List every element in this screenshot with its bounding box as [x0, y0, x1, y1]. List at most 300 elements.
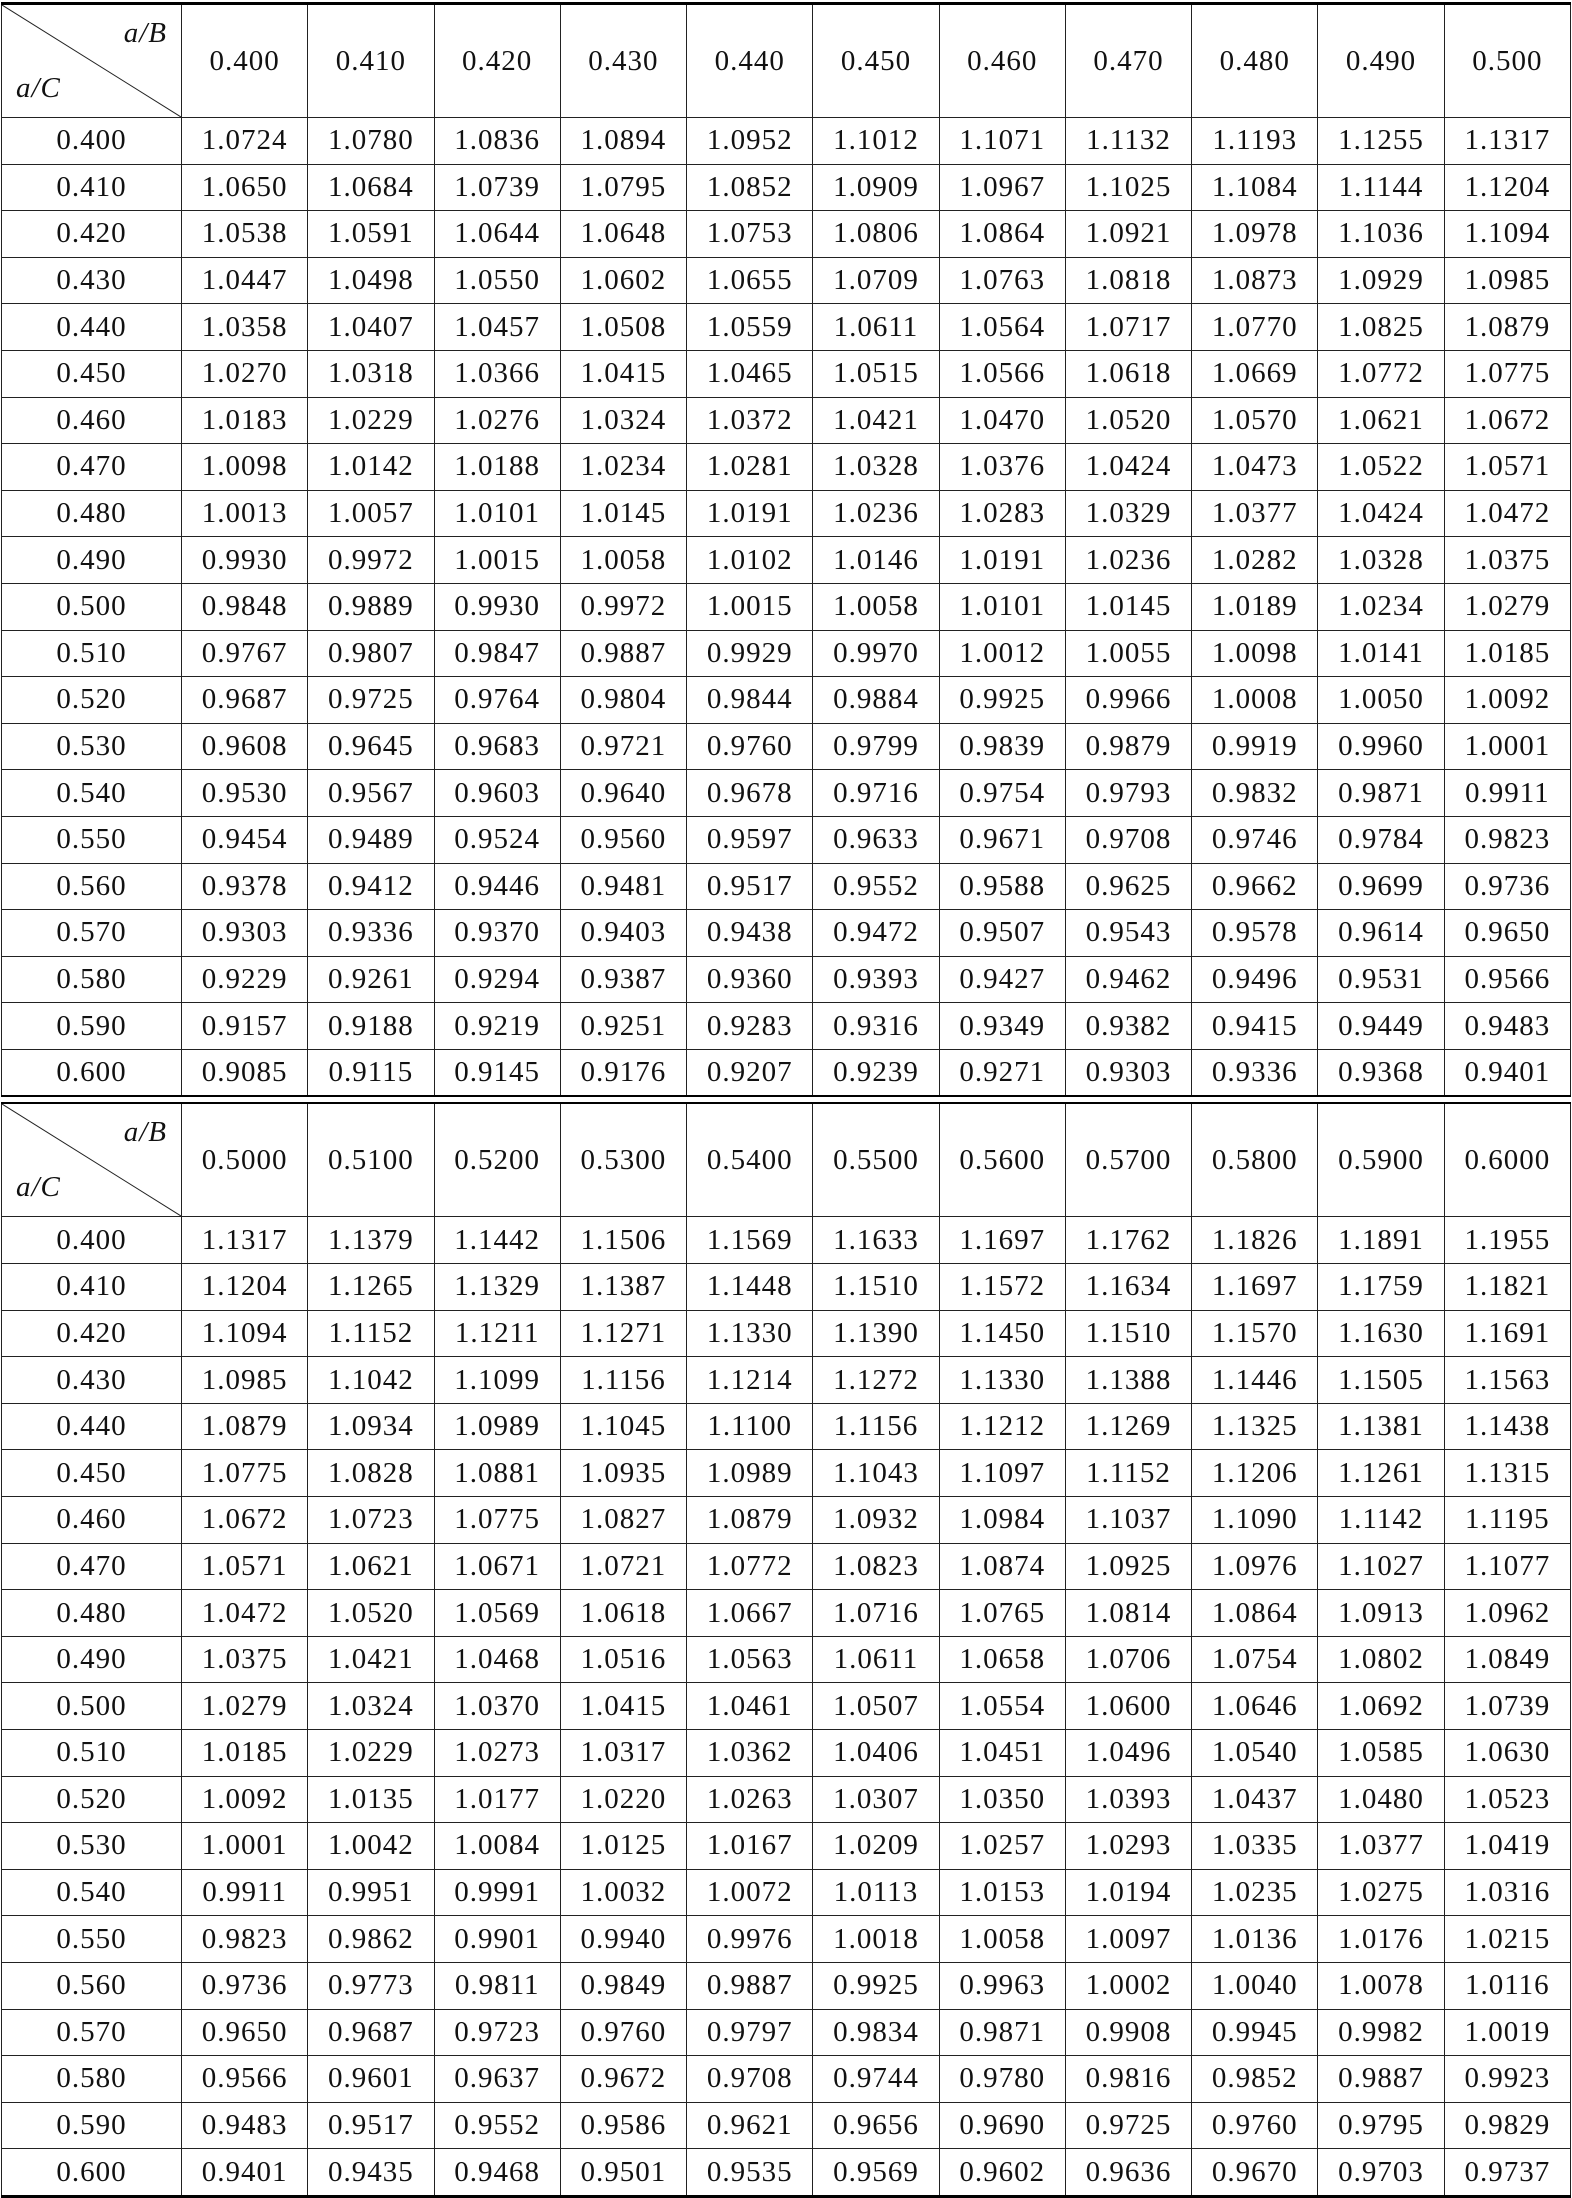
table-cell: 1.0753	[687, 211, 813, 258]
table-row	[2, 537, 1571, 584]
table-cell: 1.0215	[1444, 1916, 1570, 1963]
table-cell: 0.9847	[434, 630, 560, 677]
table-cell: 0.9773	[308, 1962, 434, 2009]
table-cell: 0.9871	[1318, 770, 1444, 817]
row-header: 0.460	[2, 1497, 182, 1544]
table-cell: 0.9687	[308, 2009, 434, 2056]
table-cell: 0.9449	[1318, 1003, 1444, 1050]
table-cell: 1.1094	[182, 1310, 308, 1357]
table-cell: 1.0721	[560, 1543, 686, 1590]
table-row	[2, 1776, 1571, 1823]
row-header: 0.570	[2, 2009, 182, 2056]
table-cell: 0.9930	[182, 537, 308, 584]
table-cell: 1.0318	[308, 350, 434, 397]
table-cell: 1.0550	[434, 257, 560, 304]
table-cell: 1.0984	[939, 1497, 1065, 1544]
table-cell: 0.9690	[939, 2102, 1065, 2149]
table-cell: 1.0098	[182, 444, 308, 491]
table-cell: 1.0571	[182, 1543, 308, 1590]
table-cell: 1.0282	[1192, 537, 1318, 584]
table-cell: 1.0324	[560, 397, 686, 444]
table-cell: 1.1037	[1065, 1497, 1191, 1544]
row-header: 0.580	[2, 956, 182, 1003]
row-header: 0.510	[2, 1730, 182, 1777]
table-cell: 1.0630	[1444, 1730, 1570, 1777]
table-cell: 0.9566	[182, 2056, 308, 2103]
table-cell: 1.0001	[1444, 723, 1570, 770]
table-cell: 1.0018	[813, 1916, 939, 1963]
table-cell: 1.1094	[1444, 211, 1570, 258]
table-cell: 1.0571	[1444, 444, 1570, 491]
table-cell: 0.9454	[182, 816, 308, 863]
column-header: 0.470	[1065, 4, 1191, 118]
table-cell: 1.1569	[687, 1217, 813, 1264]
table-cell: 0.9736	[182, 1962, 308, 2009]
table-cell: 0.9283	[687, 1003, 813, 1050]
table-cell: 1.1759	[1318, 1264, 1444, 1311]
table-cell: 1.1027	[1318, 1543, 1444, 1590]
table-row	[2, 1683, 1571, 1730]
table-cell: 1.0739	[1444, 1683, 1570, 1730]
table-cell: 1.0415	[560, 1683, 686, 1730]
table-cell: 1.0419	[1444, 1823, 1570, 1870]
row-header: 0.430	[2, 1357, 182, 1404]
table-cell: 1.0684	[308, 164, 434, 211]
table-cell: 1.1090	[1192, 1497, 1318, 1544]
table-cell: 1.1214	[687, 1357, 813, 1404]
table-cell: 0.9597	[687, 816, 813, 863]
row-header: 0.450	[2, 1450, 182, 1497]
table-cell: 1.0032	[560, 1869, 686, 1916]
table-cell: 0.9085	[182, 1049, 308, 1096]
table-cell: 1.0092	[1444, 677, 1570, 724]
table-cell: 0.9804	[560, 677, 686, 724]
table-cell: 1.0667	[687, 1590, 813, 1637]
table-cell: 0.9614	[1318, 910, 1444, 957]
table-cell: 0.9552	[813, 863, 939, 910]
table-cell: 1.1697	[1192, 1264, 1318, 1311]
table-cell: 0.9929	[687, 630, 813, 677]
column-header: 0.430	[560, 4, 686, 118]
table-cell: 1.0934	[308, 1403, 434, 1450]
table-cell: 0.9261	[308, 956, 434, 1003]
table-cell: 1.1448	[687, 1264, 813, 1311]
table-cell: 1.0772	[1318, 350, 1444, 397]
table-cell: 1.0191	[687, 490, 813, 537]
table-row	[2, 677, 1571, 724]
table-cell: 1.0468	[434, 1636, 560, 1683]
table-cell: 1.1132	[1065, 118, 1191, 165]
table-cell: 0.9401	[1444, 1049, 1570, 1096]
table-cell: 1.0328	[813, 444, 939, 491]
table-cell: 1.0763	[939, 257, 1065, 304]
table-cell: 0.9703	[1318, 2149, 1444, 2197]
table-cell: 1.0585	[1318, 1730, 1444, 1777]
table-cell: 1.0058	[939, 1916, 1065, 1963]
row-header: 0.440	[2, 304, 182, 351]
table-row	[2, 1264, 1571, 1311]
table-cell: 0.9370	[434, 910, 560, 957]
table-cell: 0.9746	[1192, 816, 1318, 863]
row-header: 0.490	[2, 537, 182, 584]
table-cell: 0.9889	[308, 583, 434, 630]
table-cell: 1.0328	[1318, 537, 1444, 584]
table-cell: 0.9601	[308, 2056, 434, 2103]
table-cell: 1.0692	[1318, 1683, 1444, 1730]
table-cell: 1.1510	[1065, 1310, 1191, 1357]
table-cell: 1.0472	[1444, 490, 1570, 537]
table-cell: 1.0283	[939, 490, 1065, 537]
table-cell: 1.0307	[813, 1776, 939, 1823]
table-cell: 1.0925	[1065, 1543, 1191, 1590]
table-cell: 1.0570	[1192, 397, 1318, 444]
column-axis-label: a/B	[123, 17, 167, 49]
table-cell: 0.9489	[308, 816, 434, 863]
table-cell: 1.0406	[813, 1730, 939, 1777]
table-cell: 1.1206	[1192, 1450, 1318, 1497]
column-header: 0.5000	[182, 1103, 308, 1217]
table-cell: 0.9637	[434, 2056, 560, 2103]
table-cell: 1.1144	[1318, 164, 1444, 211]
table-cell: 0.9560	[560, 816, 686, 863]
table-row	[2, 490, 1571, 537]
table-row	[2, 118, 1571, 165]
table-cell: 1.0967	[939, 164, 1065, 211]
row-header: 0.560	[2, 863, 182, 910]
table-cell: 1.0621	[1318, 397, 1444, 444]
table-cell: 1.0780	[308, 118, 434, 165]
table-cell: 1.0618	[560, 1590, 686, 1637]
table-cell: 1.0185	[1444, 630, 1570, 677]
table-cell: 0.9795	[1318, 2102, 1444, 2149]
table-row	[2, 770, 1571, 817]
table-cell: 1.1505	[1318, 1357, 1444, 1404]
table-cell: 1.1084	[1192, 164, 1318, 211]
table-cell: 1.0775	[434, 1497, 560, 1544]
table-cell: 1.0317	[560, 1730, 686, 1777]
table-cell: 0.9650	[1444, 910, 1570, 957]
corner-header-cell	[2, 4, 182, 118]
table-cell: 1.0480	[1318, 1776, 1444, 1823]
table-row	[2, 1823, 1571, 1870]
table-cell: 1.0522	[1318, 444, 1444, 491]
table-cell: 0.9811	[434, 1962, 560, 2009]
table-cell: 1.1315	[1444, 1450, 1570, 1497]
table-cell: 1.0324	[308, 1683, 434, 1730]
table-cell: 0.9496	[1192, 956, 1318, 1003]
table-cell: 0.9797	[687, 2009, 813, 2056]
table-cell: 1.0116	[1444, 1962, 1570, 2009]
table-cell: 1.0716	[813, 1590, 939, 1637]
table-cell: 1.0101	[939, 583, 1065, 630]
table-cell: 1.0473	[1192, 444, 1318, 491]
table-cell: 1.1272	[813, 1357, 939, 1404]
table-cell: 1.0097	[1065, 1916, 1191, 1963]
table-cell: 0.9780	[939, 2056, 1065, 2103]
column-header: 0.5300	[560, 1103, 686, 1217]
table-cell: 1.0366	[434, 350, 560, 397]
table-cell: 1.0209	[813, 1823, 939, 1870]
table-row	[2, 304, 1571, 351]
table-cell: 1.0508	[560, 304, 686, 351]
table-cell: 1.0276	[434, 397, 560, 444]
table-cell: 0.9670	[1192, 2149, 1318, 2197]
table-cell: 1.1955	[1444, 1217, 1570, 1264]
table-cell: 0.9368	[1318, 1049, 1444, 1096]
row-header: 0.600	[2, 1049, 182, 1096]
table-cell: 1.0600	[1065, 1683, 1191, 1730]
row-header: 0.440	[2, 1403, 182, 1450]
table-cell: 0.9754	[939, 770, 1065, 817]
table-cell: 0.9303	[1065, 1049, 1191, 1096]
table-cell: 1.0989	[434, 1403, 560, 1450]
table-cell: 1.0145	[1065, 583, 1191, 630]
table-row	[2, 2009, 1571, 2056]
table-cell: 0.9393	[813, 956, 939, 1003]
table-cell: 0.9736	[1444, 863, 1570, 910]
table-cell: 0.9188	[308, 1003, 434, 1050]
table-cell: 1.1826	[1192, 1217, 1318, 1264]
table-cell: 1.1077	[1444, 1543, 1570, 1590]
table-cell: 0.9887	[687, 1962, 813, 2009]
table-row	[2, 1403, 1571, 1450]
table-cell: 1.1271	[560, 1310, 686, 1357]
table-cell: 1.0739	[434, 164, 560, 211]
table-cell: 1.1325	[1192, 1403, 1318, 1450]
table-cell: 1.0828	[308, 1450, 434, 1497]
table-cell: 1.0706	[1065, 1636, 1191, 1683]
table-cell: 0.9970	[813, 630, 939, 677]
table-cell: 0.9884	[813, 677, 939, 724]
table-cell: 1.0669	[1192, 350, 1318, 397]
table-cell: 0.9588	[939, 863, 1065, 910]
table-cell: 1.0092	[182, 1776, 308, 1823]
row-header: 0.480	[2, 1590, 182, 1637]
row-header: 0.550	[2, 816, 182, 863]
table-cell: 1.0952	[687, 118, 813, 165]
row-header: 0.460	[2, 397, 182, 444]
table-cell: 0.9586	[560, 2102, 686, 2149]
table-cell: 1.0852	[687, 164, 813, 211]
table-row	[2, 350, 1571, 397]
table-cell: 0.9603	[434, 770, 560, 817]
row-header: 0.410	[2, 1264, 182, 1311]
table-cell: 0.9744	[813, 2056, 939, 2103]
corner-header-cell	[2, 1103, 182, 1217]
table-cell: 1.0235	[1192, 1869, 1318, 1916]
table-cell: 1.0644	[434, 211, 560, 258]
table-cell: 0.9908	[1065, 2009, 1191, 2056]
table-cell: 0.9157	[182, 1003, 308, 1050]
table-cell: 1.1156	[813, 1403, 939, 1450]
table-cell: 0.9671	[939, 816, 1065, 863]
table-cell: 0.9972	[560, 583, 686, 630]
table-row	[2, 2056, 1571, 2103]
table-cell: 0.9645	[308, 723, 434, 770]
table-row	[2, 583, 1571, 630]
table-cell: 0.9887	[1318, 2056, 1444, 2103]
table-cell: 1.0932	[813, 1497, 939, 1544]
table-cell: 1.0042	[308, 1823, 434, 1870]
table-cell: 1.0563	[687, 1636, 813, 1683]
row-header: 0.560	[2, 1962, 182, 2009]
table-cell: 0.9517	[687, 863, 813, 910]
table-cell: 1.0569	[434, 1590, 560, 1637]
table-cell: 0.9760	[687, 723, 813, 770]
table-cell: 0.9672	[560, 2056, 686, 2103]
table-cell: 0.9678	[687, 770, 813, 817]
table-cell: 0.9462	[1065, 956, 1191, 1003]
table-cell: 1.1045	[560, 1403, 686, 1450]
column-header: 0.410	[308, 4, 434, 118]
table-cell: 0.9640	[560, 770, 686, 817]
table-cell: 0.9415	[1192, 1003, 1318, 1050]
table-cell: 1.0194	[1065, 1869, 1191, 1916]
table-cell: 1.1100	[687, 1403, 813, 1450]
table-cell: 1.0591	[308, 211, 434, 258]
table-cell: 0.9940	[560, 1916, 686, 1963]
table-cell: 0.9633	[813, 816, 939, 863]
table-cell: 0.9378	[182, 863, 308, 910]
table-cell: 1.0795	[560, 164, 686, 211]
table-row	[2, 444, 1571, 491]
table-cell: 1.1390	[813, 1310, 939, 1357]
table-cell: 1.0929	[1318, 257, 1444, 304]
table-cell: 1.0236	[1065, 537, 1191, 584]
table-cell: 1.0001	[182, 1823, 308, 1870]
table-cell: 0.9336	[1192, 1049, 1318, 1096]
table-cell: 1.1142	[1318, 1497, 1444, 1544]
table-cell: 0.9708	[687, 2056, 813, 2103]
table-cell: 1.1506	[560, 1217, 686, 1264]
column-axis-label: a/B	[123, 1116, 167, 1149]
table-cell: 0.9887	[560, 630, 686, 677]
table-row	[2, 397, 1571, 444]
table-cell: 0.9829	[1444, 2102, 1570, 2149]
row-header: 0.520	[2, 677, 182, 724]
table-cell: 1.0520	[308, 1590, 434, 1637]
table-row	[2, 723, 1571, 770]
table-cell: 1.1212	[939, 1403, 1065, 1450]
table-row	[2, 1217, 1571, 1264]
table-cell: 0.9844	[687, 677, 813, 724]
table-cell: 1.0717	[1065, 304, 1191, 351]
table-cell: 1.0823	[813, 1543, 939, 1590]
table-cell: 1.0520	[1065, 397, 1191, 444]
table-cell: 0.9251	[560, 1003, 686, 1050]
table-cell: 1.0055	[1065, 630, 1191, 677]
table-cell: 0.9531	[1318, 956, 1444, 1003]
row-header: 0.540	[2, 1869, 182, 1916]
table-cell: 0.9446	[434, 863, 560, 910]
table-cell: 0.9507	[939, 910, 1065, 957]
table-cell: 1.0189	[1192, 583, 1318, 630]
table-cell: 0.9435	[308, 2149, 434, 2197]
table-cell: 1.0019	[1444, 2009, 1570, 2056]
table-cell: 1.0864	[939, 211, 1065, 258]
table-row	[2, 1730, 1571, 1777]
row-header: 0.530	[2, 723, 182, 770]
column-header: 0.500	[1444, 4, 1570, 118]
table-cell: 0.9427	[939, 956, 1065, 1003]
table-cell: 1.0985	[182, 1357, 308, 1404]
table-cell: 1.0770	[1192, 304, 1318, 351]
table-cell: 0.9567	[308, 770, 434, 817]
row-header: 0.530	[2, 1823, 182, 1870]
table-cell: 1.1193	[1192, 118, 1318, 165]
table-cell: 0.9879	[1065, 723, 1191, 770]
column-header: 0.490	[1318, 4, 1444, 118]
table-cell: 0.9871	[939, 2009, 1065, 2056]
table-cell: 0.9543	[1065, 910, 1191, 957]
table-cell: 1.1071	[939, 118, 1065, 165]
table-cell: 1.0057	[308, 490, 434, 537]
table-cell: 1.0523	[1444, 1776, 1570, 1823]
table-row	[2, 1003, 1571, 1050]
table-cell: 1.0415	[560, 350, 686, 397]
column-header: 0.420	[434, 4, 560, 118]
table-cell: 1.0375	[182, 1636, 308, 1683]
table-cell: 1.1379	[308, 1217, 434, 1264]
table-cell: 1.0825	[1318, 304, 1444, 351]
row-header: 0.550	[2, 1916, 182, 1963]
table-cell: 1.0962	[1444, 1590, 1570, 1637]
table-cell: 1.1317	[182, 1217, 308, 1264]
table-cell: 1.0050	[1318, 677, 1444, 724]
column-header: 0.450	[813, 4, 939, 118]
table-cell: 1.0515	[813, 350, 939, 397]
table-cell: 1.0772	[687, 1543, 813, 1590]
table-cell: 1.0424	[1318, 490, 1444, 537]
column-header: 0.5500	[813, 1103, 939, 1217]
table-cell: 1.0185	[182, 1730, 308, 1777]
table-cell: 1.0538	[182, 211, 308, 258]
table-cell: 0.9716	[813, 770, 939, 817]
table-cell: 0.9852	[1192, 2056, 1318, 2103]
table-cell: 1.0236	[813, 490, 939, 537]
table-cell: 0.9823	[1444, 816, 1570, 863]
row-header: 0.480	[2, 490, 182, 537]
table-cell: 0.9578	[1192, 910, 1318, 957]
table-cell: 1.0775	[182, 1450, 308, 1497]
table-cell: 0.9832	[1192, 770, 1318, 817]
table-row	[2, 1450, 1571, 1497]
table-cell: 0.9552	[434, 2102, 560, 2149]
row-header: 0.590	[2, 2102, 182, 2149]
table-cell: 1.0540	[1192, 1730, 1318, 1777]
table-cell: 1.0496	[1065, 1730, 1191, 1777]
table-cell: 0.9982	[1318, 2009, 1444, 2056]
table-cell: 0.9760	[1192, 2102, 1318, 2149]
column-header: 0.480	[1192, 4, 1318, 118]
table-cell: 1.0263	[687, 1776, 813, 1823]
table-row	[2, 1916, 1571, 1963]
table-cell: 1.0671	[434, 1543, 560, 1590]
table-cell: 1.0234	[560, 444, 686, 491]
table-cell: 1.0849	[1444, 1636, 1570, 1683]
table-cell: 0.9839	[939, 723, 1065, 770]
table-cell: 0.9687	[182, 677, 308, 724]
table-cell: 1.0141	[1318, 630, 1444, 677]
column-header: 0.400	[182, 4, 308, 118]
table-cell: 1.0611	[813, 1636, 939, 1683]
table-row	[2, 1869, 1571, 1916]
table-cell: 1.1563	[1444, 1357, 1570, 1404]
table-cell: 0.9115	[308, 1049, 434, 1096]
table-cell: 1.1570	[1192, 1310, 1318, 1357]
table-cell: 1.1891	[1318, 1217, 1444, 1264]
table-cell: 0.9662	[1192, 863, 1318, 910]
